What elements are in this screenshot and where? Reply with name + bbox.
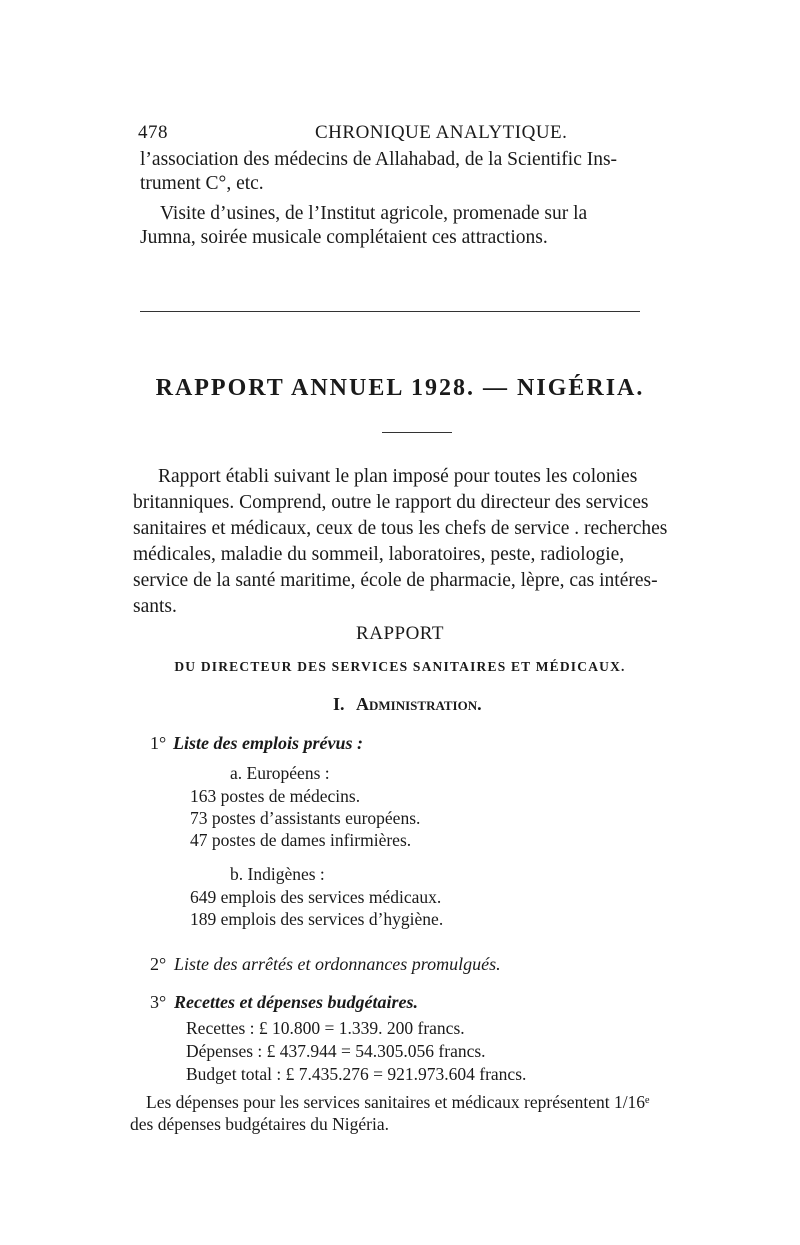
list-item: 47 postes de dames infirmières. — [190, 830, 412, 850]
summary-line: britanniques. Comprend, outre le rapport du directeur des services — [133, 492, 649, 513]
section-number: I. — [333, 694, 345, 714]
summary-line: médicales, maladie du sommeil, laboratoires, peste, radiologie, — [133, 544, 625, 565]
item-number: 2° — [150, 954, 167, 974]
item-title: Recettes et dépenses budgétaires. — [174, 992, 418, 1012]
list-item: 73 postes d’assistants européens. — [190, 808, 421, 828]
summary-line: Rapport établi suivant le plan imposé pour toutes les colonies — [158, 466, 638, 487]
intro-line: l’association des médecins de Allahabad, de la Scientific Ins- — [140, 149, 618, 170]
budget-line: Recettes : £ 10.800 = 1.339. 200 francs. — [186, 1018, 465, 1038]
summary-line: service de la santé maritime, école de pharmacie, lèpre, cas intéres- — [133, 570, 658, 591]
section-divider — [140, 311, 640, 312]
list-item: 163 postes de médecins. — [190, 786, 361, 806]
page-number: 478 — [138, 122, 168, 143]
article-title: RAPPORT ANNUEL 1928. — NIGÉRIA. — [155, 375, 645, 401]
title-underline — [382, 432, 452, 433]
item-number: 3° — [150, 992, 167, 1012]
closing-line: Les dépenses pour les services sanitaires et médicaux représentent 1/16ᵉ — [146, 1092, 650, 1112]
report-heading: RAPPORT — [356, 623, 444, 644]
intro-line: Jumna, soirée musicale complétaient ces attractions. — [140, 227, 548, 248]
budget-line: Budget total : £ 7.435.276 = 921.973.604 francs. — [186, 1064, 527, 1084]
closing-line: des dépenses budgétaires du Nigéria. — [130, 1114, 390, 1134]
section-title: Administration. — [356, 694, 482, 714]
item-number: 1° — [150, 733, 167, 753]
list-item: 189 emplois des services d’hygiène. — [190, 909, 444, 929]
report-subheading: DU DIRECTEUR DES SERVICES SANITAIRES ET MÉDICAUX. — [174, 659, 626, 674]
list-item: 649 emplois des services médicaux. — [190, 887, 442, 907]
running-title: CHRONIQUE ANALYTIQUE. — [315, 122, 568, 143]
item-title: Liste des emplois prévus : — [173, 733, 363, 753]
summary-line: sants. — [133, 596, 177, 617]
item-title: Liste des arrêtés et ordonnances promulgués. — [174, 954, 501, 974]
group-label: b. Indigènes : — [230, 864, 325, 884]
intro-line: Visite d’usines, de l’Institut agricole, promenade sur la — [160, 203, 588, 224]
budget-line: Dépenses : £ 437.944 = 54.305.056 francs. — [186, 1041, 486, 1061]
group-label: a. Européens : — [230, 763, 330, 783]
intro-line: trument C°, etc. — [140, 173, 264, 194]
summary-line: sanitaires et médicaux, ceux de tous les chefs de service . recherches — [133, 518, 668, 539]
